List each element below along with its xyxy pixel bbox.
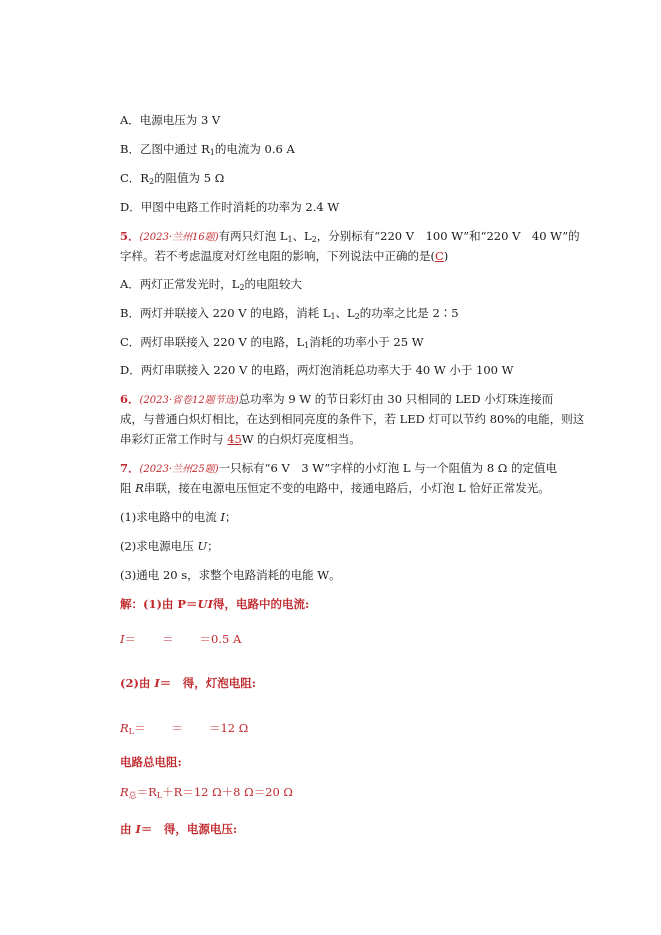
q6-line3-pre: 串彩灯正常工作时与 xyxy=(120,432,228,446)
q5-text1: 有两只灯泡 L xyxy=(218,229,288,243)
q5-option-d: D．两灯串联接入 220 V 的电路，两灯泡消耗总功率大于 40 W 小于 100 W xyxy=(120,363,514,377)
q5-opt-b-tail: 的功率之比是 2∶5 xyxy=(359,306,459,320)
q4-option-a: A．电源电压为 3 V xyxy=(120,113,221,127)
sol-s2-pre: (2)由 xyxy=(120,676,155,690)
solution-eq1 xyxy=(120,631,241,647)
q5-opt-a-pre: A．两灯正常发光时，L xyxy=(120,277,240,291)
q6-answer: 45 xyxy=(227,432,242,446)
q5-source: (2023·兰州16题) xyxy=(139,232,219,243)
q6-line2: 成，与普通白炽灯相比，在达到相同亮度的条件下，若 LED 灯可以节约 80%的电能，则这 xyxy=(120,412,585,426)
sol-s1-var: UI xyxy=(197,597,213,611)
sol-s3-pre: 由 xyxy=(120,822,136,836)
sol-eq3-tail: ＋R＝12 Ω＋8 Ω＝20 Ω xyxy=(162,785,293,799)
sol-eq1-c: ＝0.5 A xyxy=(199,632,242,646)
q5-stem-line1: 5．(2023·兰州16题)有两只灯泡 $L_1$、$L_2$，分别标有“220 V 100 W”和“220 V 40 W”的 xyxy=(120,229,580,244)
q5-opt-c-sub: 1 xyxy=(304,341,310,350)
sol-eq2-sub: L xyxy=(128,727,134,736)
q6-line1: 6．(2023·省卷12题节选)总功率为 9 W 的节日彩灯由 30 只相同的 LED 小灯珠连接而 xyxy=(120,392,554,406)
q7-source: (2023·兰州25题) xyxy=(139,464,219,475)
q6-number: 6 xyxy=(120,392,129,406)
q5-text2: 、L xyxy=(292,229,312,243)
q5-opt-c-tail: 消耗的功率小于 25 W xyxy=(309,335,424,349)
q5-opt-b-sub2: 2 xyxy=(354,312,360,321)
q5-option-b xyxy=(120,305,459,325)
sol-eq3-sub: 总 xyxy=(128,791,137,800)
q7-sub2-var: U xyxy=(197,539,208,553)
q7-line2 xyxy=(120,480,550,496)
q6-line1-text: 总功率为 9 W 的节日彩灯由 30 只相同的 LED 小灯珠连接而 xyxy=(238,392,554,406)
q7-sub2-pre: (2)求电源电压 xyxy=(120,539,198,553)
sol-eq2-a: ＝ xyxy=(133,721,146,735)
sol-eq3-mid: ＝R xyxy=(136,785,157,799)
sol-eq3-sub2: L xyxy=(156,791,163,800)
q5-sub1: 1 xyxy=(287,235,293,244)
sol-s2-post: ＝ 得，灯泡电阻: xyxy=(159,676,257,690)
q5-text3: ，分别标有“220 V 100 W”和“220 V 40 W”的 xyxy=(316,229,580,243)
sol-eq1-var: I xyxy=(120,632,125,646)
q5-opt-b-pre: B．两灯并联接入 220 V 的电路，消耗 L xyxy=(120,306,331,320)
sol-eq1-b: ＝ xyxy=(162,632,174,646)
q7-sub1-pre: (1)求电路中的电流 xyxy=(120,510,221,524)
q5-sub2: 2 xyxy=(311,235,317,244)
q4-option-c-sub: 2 xyxy=(148,177,155,186)
q4-option-c-text: C．R xyxy=(120,171,149,185)
solution-eq3 xyxy=(120,784,293,804)
q5-stem-line2 xyxy=(120,248,448,264)
q4-option-d: D．甲图中电路工作时消耗的功率为 2.4 W xyxy=(120,200,340,214)
q5-opt-b-sub1: 1 xyxy=(330,312,336,321)
sol-eq2-var: R xyxy=(120,721,129,735)
q5-line2-post: ) xyxy=(443,249,449,263)
q5-opt-b-mid: 、L xyxy=(335,306,355,320)
q7-sub1-var: I xyxy=(220,510,225,524)
q7-sub1-post: ； xyxy=(225,510,237,524)
q7-number: 7 xyxy=(120,461,129,475)
solution-step1 xyxy=(120,596,309,612)
sol-eq2-c: ＝12 Ω xyxy=(208,721,249,735)
q5-option-c xyxy=(120,334,424,354)
q7-line2-post: 串联，接在电源电压恒定不变的电路中，接通电路后，小灯泡 L 恰好正常发光。 xyxy=(143,481,550,495)
q6-line3-post: W 的白炽灯亮度相当。 xyxy=(241,432,361,446)
q5-number: 5 xyxy=(120,229,129,243)
sol-s3-var: I xyxy=(135,822,141,836)
q6-line3 xyxy=(120,431,361,447)
q5-opt-a-tail: 的电阻较大 xyxy=(244,277,303,291)
q7-line1: 7．(2023·兰州25题)一只标有“6 V 3 W”字样的小灯泡 L 与一个阻值为 8 Ω 的定值电 xyxy=(120,461,557,475)
sol-s3-post: ＝ 得，电源电压: xyxy=(140,822,238,836)
q4-option-b xyxy=(120,141,295,161)
sol-eq3-var: R xyxy=(120,785,129,799)
q5-answer: C xyxy=(434,249,444,263)
solution-total-label: 电路总电阻: xyxy=(120,755,182,769)
q5-option-a xyxy=(120,276,302,296)
q5-line2-pre: 字样。若不考虑温度对灯丝电阻的影响，下列说法中正确的是( xyxy=(120,249,435,263)
q7-subq2 xyxy=(120,538,219,554)
sol-s1-post: 得，电路中的电流: xyxy=(212,597,310,611)
q7-subq3: (3)通电 20 s，求整个电路消耗的电能 W。 xyxy=(120,568,341,582)
q7-line2-pre: 阻 xyxy=(120,481,136,495)
solution-eq2 xyxy=(120,720,248,740)
q7-line1-text: 一只标有“6 V 3 W”字样的小灯泡 L 与一个阻值为 8 Ω 的定值电 xyxy=(218,461,557,475)
sol-s2-var: I xyxy=(154,676,160,690)
q5-opt-c-pre: C．两灯串联接入 220 V 的电路，L xyxy=(120,335,305,349)
q4-option-c xyxy=(120,170,224,190)
sol-eq2-b: ＝ xyxy=(171,721,183,735)
q7-subq1 xyxy=(120,509,237,525)
q7-sub2-post: ； xyxy=(207,539,219,553)
sol-s1-pre: 解：(1)由 P＝ xyxy=(120,597,198,611)
q4-option-b-tail: 的电流为 0.6 A xyxy=(214,142,295,156)
q4-option-b-text: B．乙图中通过 R xyxy=(120,142,210,156)
q4-option-c-tail: 的阻值为 5 Ω xyxy=(154,171,225,185)
q6-source: (2023·省卷12题节选) xyxy=(139,395,239,406)
solution-step3 xyxy=(120,821,237,837)
q7-line2-r: R xyxy=(135,481,144,495)
q4-option-b-sub: 1 xyxy=(209,148,215,157)
q5-opt-a-sub: 2 xyxy=(239,283,245,292)
sol-eq1-a: ＝ xyxy=(124,632,137,646)
solution-step2 xyxy=(120,675,256,691)
